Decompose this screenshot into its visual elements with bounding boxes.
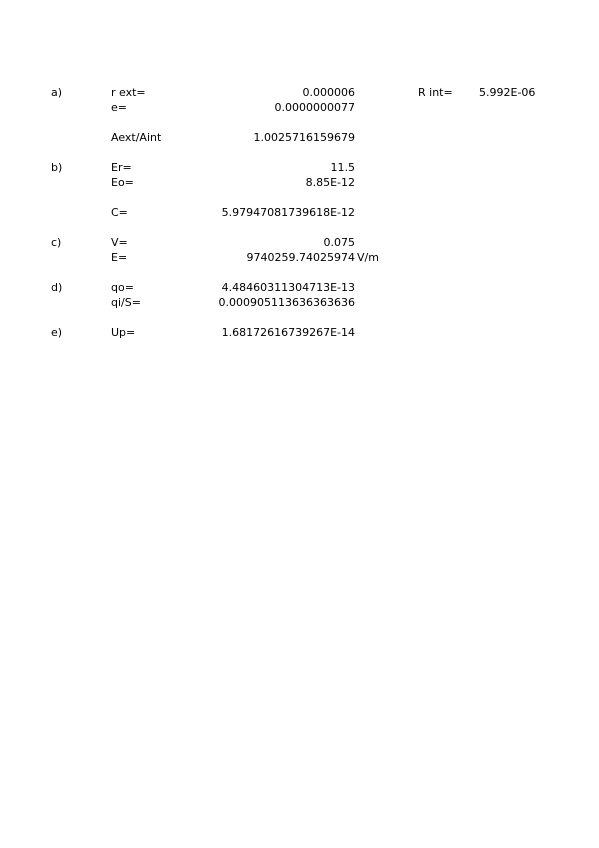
qo-value: 4.48460311304713E-13 — [221, 281, 355, 294]
section-b-label: b) — [51, 161, 63, 174]
field-value: 9740259.74025974 — [246, 251, 355, 264]
eo-value: 8.85E-12 — [305, 176, 355, 189]
qi-s-value: 0.000905113636363636 — [218, 296, 355, 309]
field-label: E= — [111, 251, 128, 264]
qi-s-label: qi/S= — [111, 296, 141, 309]
section-e-label: e) — [51, 326, 63, 339]
voltage-value: 0.075 — [323, 236, 355, 249]
section-a-label: a) — [51, 86, 63, 99]
r-ext-value: 0.000006 — [302, 86, 355, 99]
er-value: 11.5 — [330, 161, 355, 174]
section-c-label: c) — [51, 236, 62, 249]
section-d-label: d) — [51, 281, 63, 294]
up-value: 1.68172616739267E-14 — [221, 326, 355, 339]
area-ratio-label: Aext/Aint — [111, 131, 162, 144]
r-int-value: 5.992E-06 — [479, 86, 536, 99]
field-unit: V/m — [357, 251, 379, 264]
area-ratio-value: 1.0025716159679 — [253, 131, 355, 144]
r-int-label: R int= — [418, 86, 453, 99]
e-thickness-value: 0.0000000077 — [274, 101, 355, 114]
qo-label: qo= — [111, 281, 134, 294]
voltage-label: V= — [111, 236, 128, 249]
er-label: Er= — [111, 161, 132, 174]
capacitance-value: 5.97947081739618E-12 — [221, 206, 355, 219]
r-ext-label: r ext= — [111, 86, 146, 99]
up-label: Up= — [111, 326, 136, 339]
e-thickness-label: e= — [111, 101, 127, 114]
capacitance-label: C= — [111, 206, 128, 219]
eo-label: Eo= — [111, 176, 134, 189]
